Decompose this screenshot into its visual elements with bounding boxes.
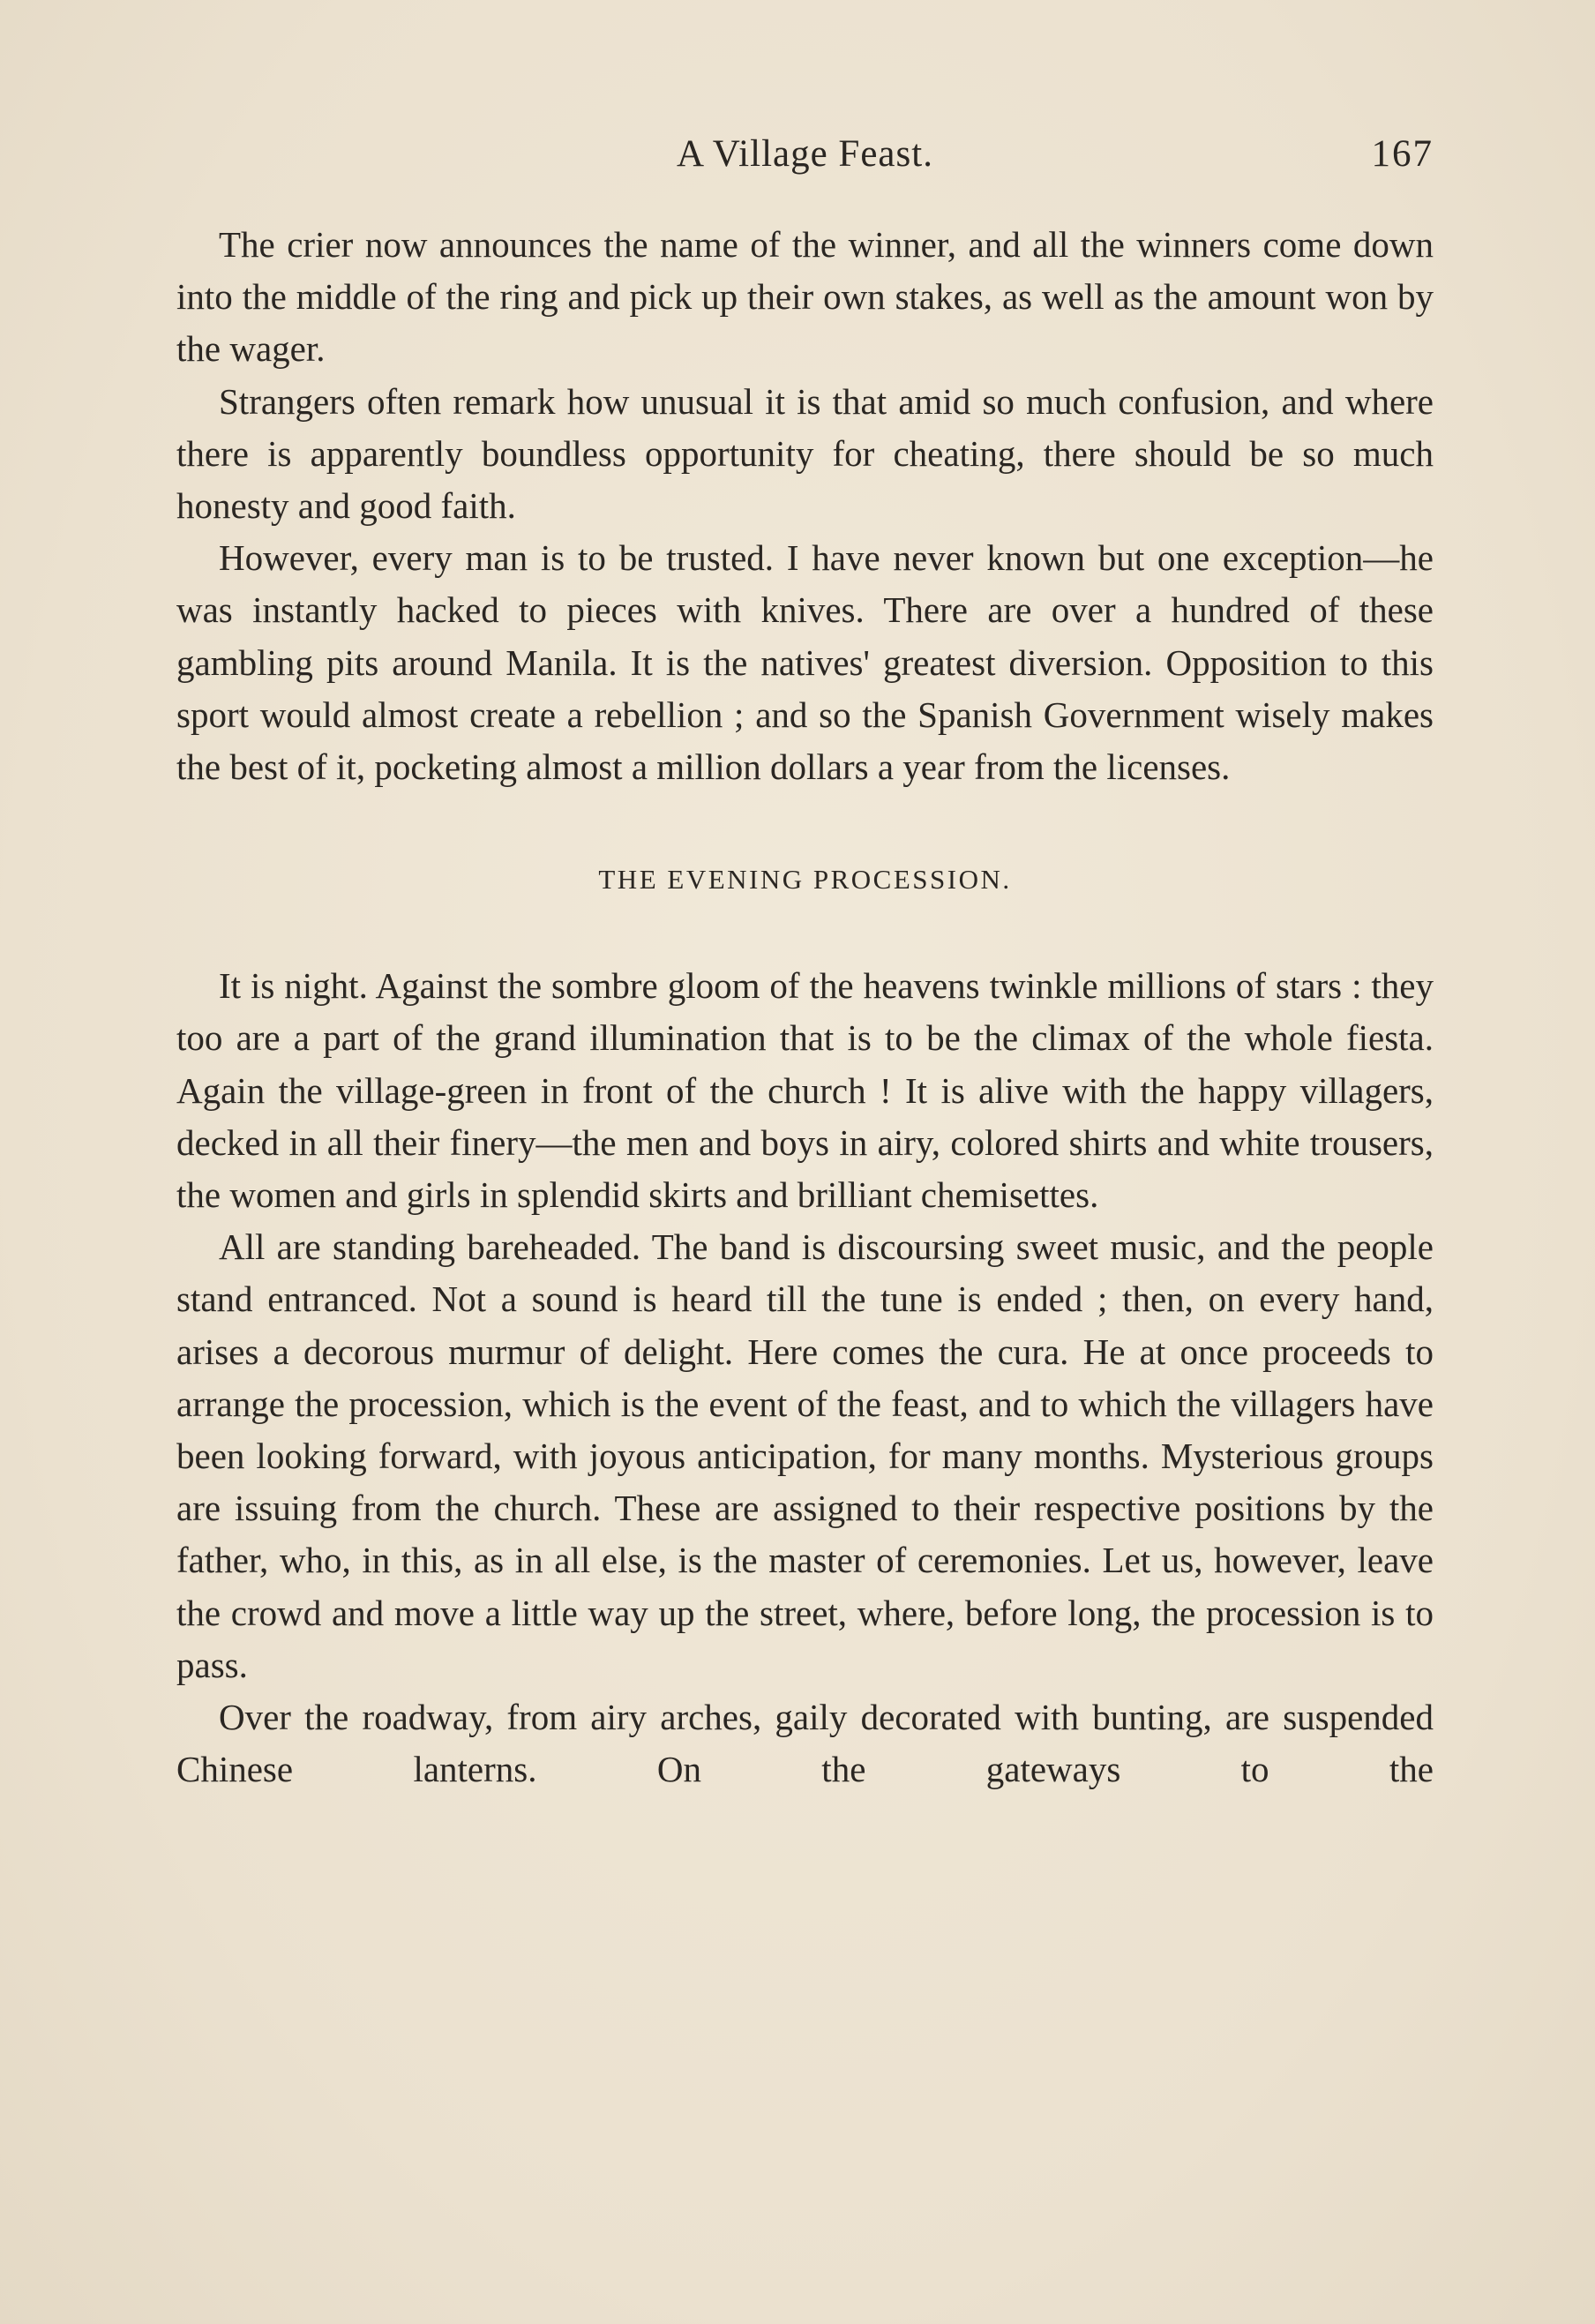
paragraph: Strangers often remark how unusual it is that amid so much confusion, and where there is apparently boundless opportunity for cheating, there should be so much honesty and good faith. <box>176 380 1434 527</box>
paragraph: It is night. Against the sombre gloom of the heavens twinkle millions of stars : they too are a part of the grand illumination that is to be the climax of the whole fiesta. Again the village-green in front of the church ! It is alive with the happy villagers, decked in all their finery—the men and boys in airy, colored shirts and white trousers, the women and girls in splendid skirts and brilliant chemisettes. <box>176 965 1434 1216</box>
paragraph: All are standing bareheaded. The band is discoursing sweet music, and the people stand entranced. Not a sound is heard till the tune is ended ; then, on every hand, arises a decorous murmur of delight. Here comes the cura. He at once proceeds to arrange the procession, which is the event of the feast, and to which the villagers have been looking forward, with joyous anticipation, for many months. Mysterious groups are issuing from the church. These are assigned to their respective positions by the father, who, in this, as in all else, is the master of ceremonies. Let us, however, leave the crowd and move a little way up the street, where, before long, the procession is to pass. <box>176 1226 1434 1685</box>
running-title: A Village Feast. <box>677 133 933 175</box>
page-number: 167 <box>1371 133 1434 175</box>
paragraph: However, every man is to be trusted. I have never known but one exception—he was instantly hacked to pieces with knives. There are over a hundred of these gambling pits around Manila. It is the natives' greatest diversion. Opposition to this sport would almost create a rebellion ; and so the Spanish Government wisely makes the best of it, pocketing almost a million dollars a year from the licenses. <box>176 537 1434 788</box>
section-heading: THE EVENING PROCESSION. <box>598 864 1012 896</box>
paragraph: Over the roadway, from airy arches, gaily decorated with bunting, are suspended Chinese lanterns. On the gateways to the <box>176 1697 1434 1790</box>
body-text <box>176 219 1434 1795</box>
running-head <box>176 132 1434 185</box>
paragraph: The crier now announces the name of the winner, and all the winners come down into the middle of the ring and pick up their own stakes, as well as the amount won by the wager. <box>176 224 1434 370</box>
